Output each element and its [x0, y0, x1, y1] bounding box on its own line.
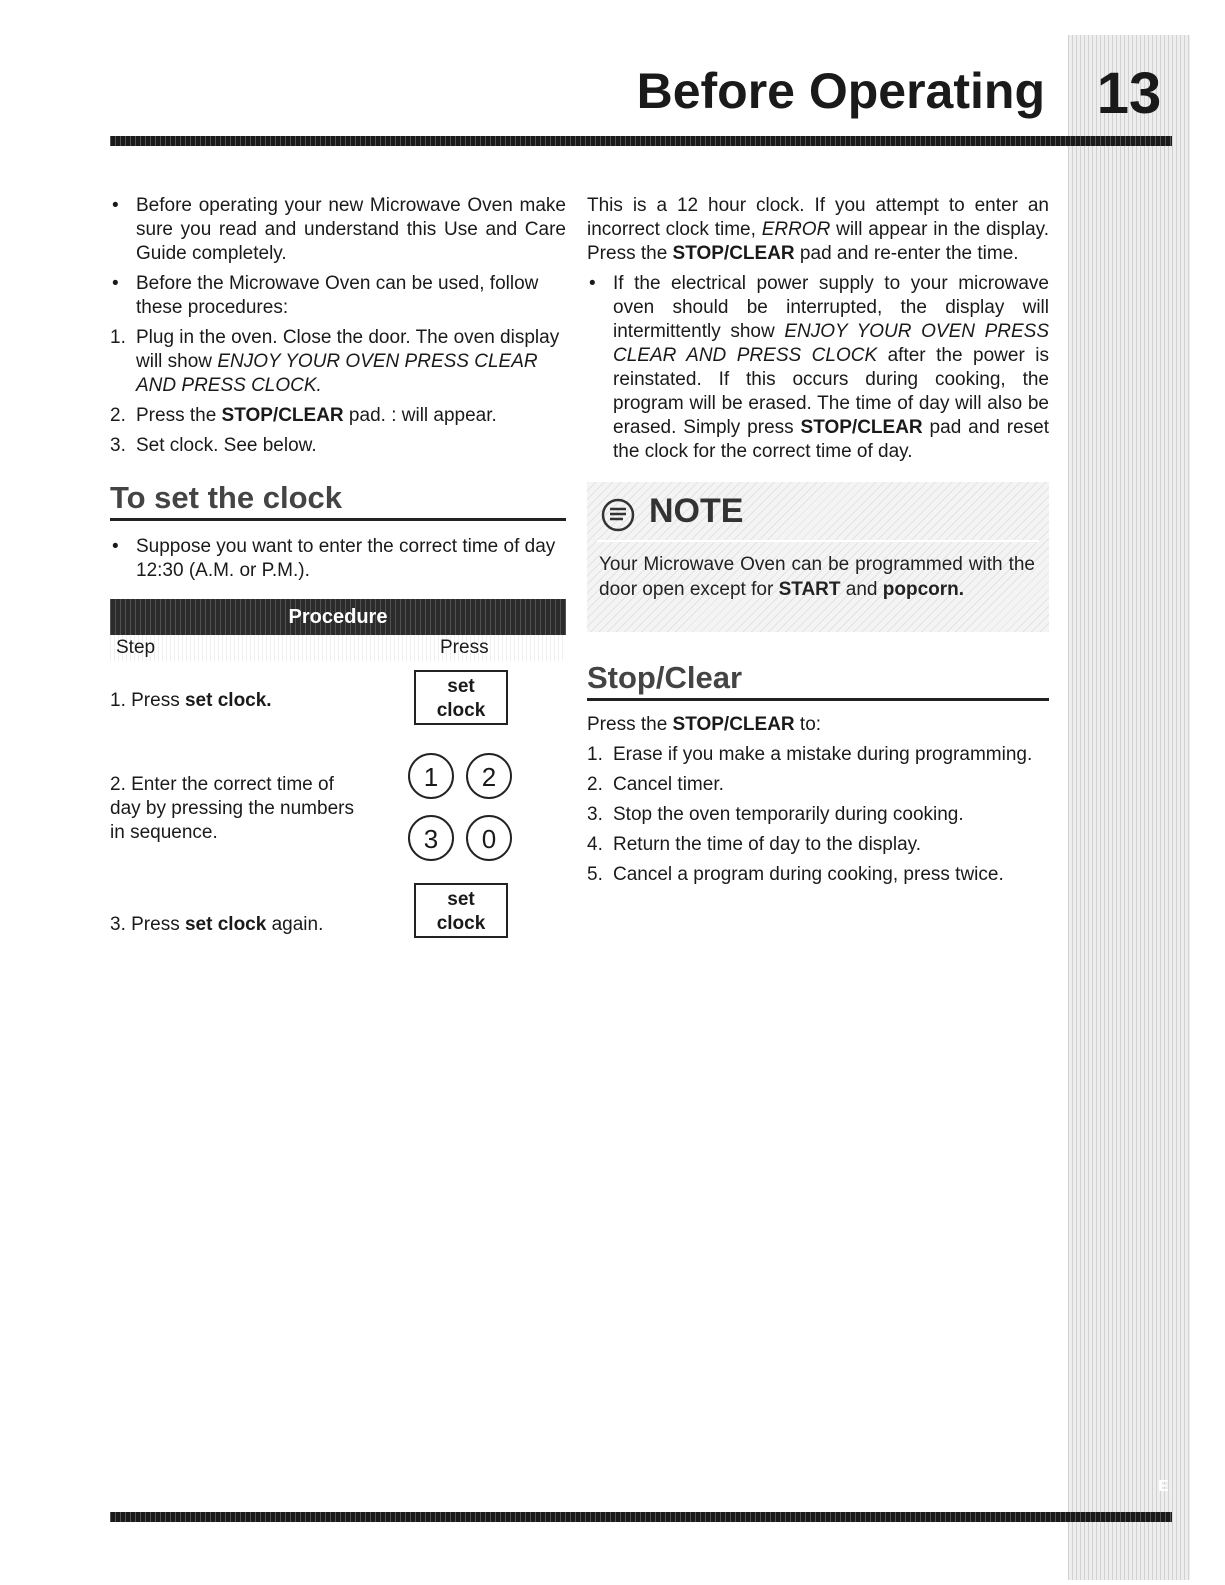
paragraph-text: will appear in the display. Press the — [587, 219, 1050, 264]
intro-text: Press the — [587, 714, 673, 735]
item-number: 3. — [587, 804, 603, 825]
note-title: NOTE — [649, 492, 744, 530]
item-number: 5. — [587, 864, 603, 885]
stop-clear-heading: Stop/Clear — [587, 660, 1049, 701]
step-text-after: pad. : will appear. — [343, 405, 497, 426]
note-icon — [601, 498, 635, 532]
set-clock-pad — [414, 670, 508, 725]
side-tab-strip — [1068, 35, 1190, 1580]
procedure-title: Procedure — [288, 606, 388, 628]
digit-pad-2: 2 — [466, 753, 512, 799]
paragraph-text: This is a 12 hour clock. If you attempt to enter an incorrect clock time, — [587, 195, 1049, 240]
step-column-header: Step — [116, 637, 156, 658]
paragraph-bold: STOP/CLEAR — [672, 243, 795, 264]
procedure-step-1 — [110, 689, 380, 713]
bullet-text: pad and reset the clock for the correct time of day. — [613, 417, 1049, 462]
stop-clear-item — [587, 743, 1049, 767]
stop-clear-item — [587, 803, 1049, 827]
step-text: Plug in the oven. Close the door. The oven display will show — [136, 327, 560, 372]
paragraph-text: pad and re-enter the time. — [794, 243, 1019, 264]
stop-clear-item — [587, 863, 1049, 887]
item-text: Return the time of day to the display. — [613, 834, 922, 855]
procedure-step-text: 2. Enter the correct time of day by pressing the numbers in sequence. — [110, 774, 354, 843]
note-bold: popcorn. — [882, 579, 965, 600]
note-box — [587, 482, 1049, 632]
language-tab-letter: E — [1158, 1478, 1169, 1495]
item-number: 4. — [587, 834, 603, 855]
press-column-header: Press — [440, 637, 489, 658]
procedure-header-bar — [110, 599, 566, 635]
bullet-display-text: ENJOY YOUR OVEN PRESS CLEAR AND PRESS CLOCK — [613, 321, 1049, 366]
step-display-text: ENJOY YOUR OVEN PRESS CLEAR AND PRESS CLOCK. — [136, 351, 538, 396]
footer-rule — [110, 1512, 1172, 1522]
intro-bold: STOP/CLEAR — [672, 714, 795, 735]
pad-label-line: clock — [436, 913, 486, 934]
stop-clear-item — [587, 773, 1049, 797]
procedure-step-2 — [110, 773, 360, 845]
note-divider — [597, 540, 1039, 542]
step-text: Set clock. See below. — [136, 435, 317, 456]
digit-pad-3: 3 — [408, 815, 454, 861]
stop-clear-item — [587, 833, 1049, 857]
procedure-step-bold: set clock — [184, 914, 267, 935]
pad-label-line: set — [447, 889, 475, 910]
note-text — [599, 552, 1035, 602]
header-rule — [110, 136, 1172, 146]
note-body: and — [840, 579, 883, 600]
note-bold: START — [778, 579, 841, 600]
pad-label-line: clock — [436, 700, 486, 721]
intro-bullet: • Before operating your new Microwave Oven make sure you read and understand this Use and Care Guide completely. — [110, 194, 566, 266]
step-number: 1. — [110, 327, 126, 348]
paragraph-display-text: ERROR — [761, 219, 831, 240]
clock-section-heading: To set the clock — [110, 480, 566, 521]
procedure-step-bold: set clock. — [184, 690, 272, 711]
pad-label-line: set — [447, 676, 475, 697]
intro-bullet: • Before the Microwave Oven can be used, follow these procedures: — [110, 272, 566, 320]
item-text: Stop the oven temporarily during cooking. — [613, 804, 964, 825]
procedure-step-text-after: again. — [266, 914, 324, 935]
setup-step — [110, 326, 566, 398]
procedure-steps — [110, 661, 566, 941]
bullet-text: If the electrical power supply to your microwave oven should be interrupted, the display will intermittently show — [613, 273, 1049, 342]
power-interruption-bullet — [587, 272, 1049, 464]
chapter-title: Before Operating — [636, 63, 1045, 119]
item-number: 1. — [587, 744, 603, 765]
clock-info-paragraph — [587, 194, 1049, 266]
setup-step — [110, 434, 566, 458]
setup-step — [110, 404, 566, 428]
procedure-step-3 — [110, 913, 380, 937]
right-column — [587, 194, 1049, 893]
bullet-bold: STOP/CLEAR — [800, 417, 923, 438]
procedure-step-text: 1. Press — [110, 690, 185, 711]
stop-clear-intro — [587, 713, 1049, 737]
item-text: Cancel timer. — [613, 774, 724, 795]
intro-text-after: to: — [794, 714, 822, 735]
item-text: Erase if you make a mistake during programming. — [613, 744, 1033, 765]
note-body: Your Microwave Oven can be programmed with the door open except for — [599, 554, 1035, 600]
set-clock-pad — [414, 883, 508, 938]
left-column — [110, 194, 566, 941]
step-bold-text: STOP/CLEAR — [221, 405, 344, 426]
clock-bullet: • Suppose you want to enter the correct time of day 12:30 (A.M. or P.M.). — [110, 535, 566, 583]
step-number: 3. — [110, 435, 126, 456]
digit-pad-0: 0 — [466, 815, 512, 861]
procedure-step-text: 3. Press — [110, 914, 185, 935]
bullet-text: after the power is reinstated. If this occurs during cooking, the program will be erased. The time of day will also be erased. Simply press — [613, 345, 1049, 438]
page-number: 13 — [1096, 61, 1162, 126]
digit-pad-1: 1 — [408, 753, 454, 799]
step-number: 2. — [110, 405, 126, 426]
procedure-column-headers — [110, 635, 566, 661]
step-text: Press the — [136, 405, 222, 426]
item-number: 2. — [587, 774, 603, 795]
item-text: Cancel a program during cooking, press twice. — [613, 864, 1004, 885]
